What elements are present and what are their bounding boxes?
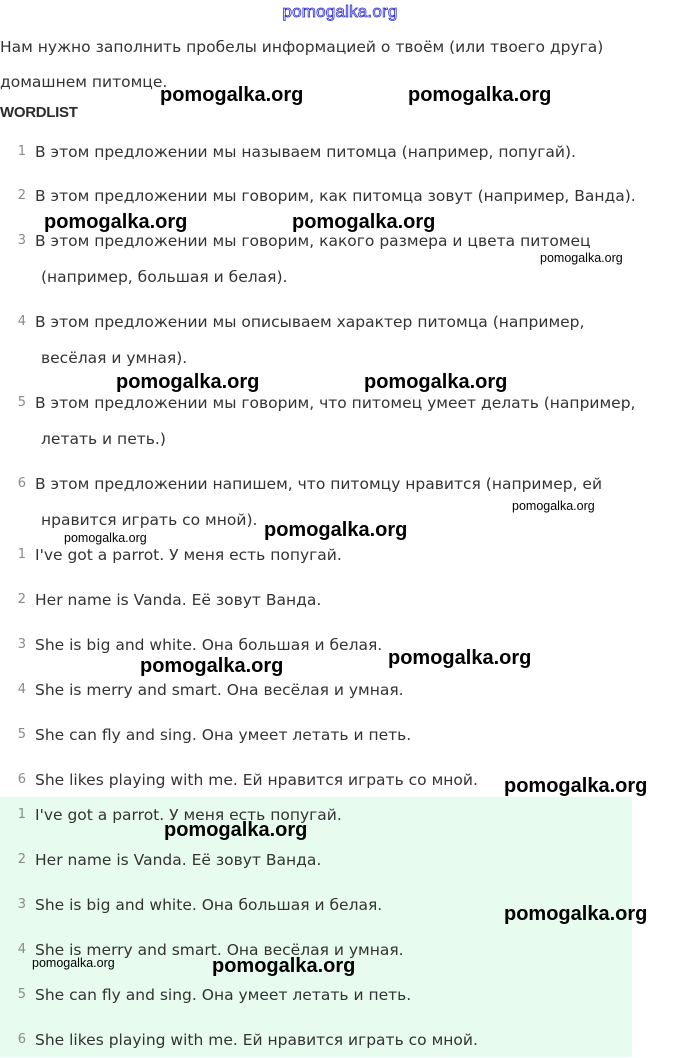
instruction-item [12, 304, 662, 376]
answer-text: She can fly and sing. Она умеет летать и петь. [35, 986, 412, 1004]
watermark: pomogalka.org [160, 84, 304, 106]
item-number: 2 [17, 592, 26, 607]
sentence-text: Her name is Vanda. Её зовут Ванда. [35, 591, 322, 609]
item-number: 2 [17, 852, 26, 867]
item-number: 4 [17, 314, 26, 329]
item-number: 1 [17, 547, 26, 562]
sentence-text: She is big and white. Она большая и белая. [35, 636, 383, 654]
answer-text: She is merry and smart. Она весёлая и умная. [35, 941, 404, 959]
item-number: 6 [17, 476, 26, 491]
watermark: pomogalka.org [512, 499, 595, 513]
item-number: 1 [17, 144, 26, 159]
instruction-text: В этом предложении напишем, что питомцу нравится (например, ей [35, 475, 603, 493]
item-number: 2 [17, 188, 26, 203]
watermark: pomogalka.org [364, 371, 508, 393]
watermark: pomogalka.org [408, 84, 552, 106]
answer-text: Her name is Vanda. Её зовут Ванда. [35, 851, 322, 869]
instruction-text-continued: (например, большая и белая). [41, 268, 288, 286]
item-number: 6 [17, 1032, 26, 1047]
watermark: pomogalka.org [164, 819, 308, 841]
instruction-text: В этом предложении мы говорим, какого размера и цвета питомец [35, 232, 591, 250]
wordlist-heading: WORDLIST [0, 104, 78, 121]
watermark: pomogalka.org [44, 211, 188, 233]
item-number: 5 [17, 987, 26, 1002]
site-title[interactable]: pomogalka.org [282, 2, 398, 21]
instruction-text-continued: весёлая и умная). [41, 349, 188, 367]
instruction-item [12, 178, 662, 214]
sentence-item [12, 627, 662, 663]
item-number: 5 [17, 727, 26, 742]
watermark: pomogalka.org [504, 775, 648, 797]
watermark: pomogalka.org [64, 531, 147, 545]
answer-text: She likes playing with me. Ей нравится играть со мной. [35, 1031, 478, 1049]
item-number: 6 [17, 772, 26, 787]
item-number: 1 [17, 807, 26, 822]
item-number: 3 [17, 637, 26, 652]
watermark: pomogalka.org [540, 251, 623, 265]
instruction-text: В этом предложении мы называем питомца (например, попугай). [35, 143, 576, 161]
instruction-text: В этом предложении мы говорим, как питомца зовут (например, Ванда). [35, 187, 636, 205]
sentence-text: She is merry and smart. Она весёлая и умная. [35, 681, 404, 699]
answer-item [12, 977, 662, 1013]
answer-item [12, 1022, 662, 1058]
watermark: pomogalka.org [140, 655, 284, 677]
item-number: 3 [17, 233, 26, 248]
sentence-item [12, 582, 662, 618]
watermark: pomogalka.org [264, 519, 408, 541]
watermark: pomogalka.org [116, 371, 260, 393]
answer-item [12, 797, 662, 833]
answer-text: I've got a parrot. У меня есть попугай. [35, 806, 342, 824]
instruction-text-continued: нравится играть со мной). [41, 511, 258, 529]
answer-item [12, 842, 662, 878]
watermark: pomogalka.org [32, 956, 115, 970]
instruction-text-continued: летать и петь.) [41, 430, 166, 448]
answer-box [0, 797, 632, 1057]
instruction-text: В этом предложении мы описываем характер питомца (например, [35, 313, 585, 331]
sentence-text: She can fly and sing. Она умеет летать и петь. [35, 726, 412, 744]
instruction-item [12, 385, 662, 457]
intro-text: Нам нужно заполнить пробелы информацией о твоём (или твоего друга) домашнем питомце. [0, 38, 604, 91]
watermark: pomogalka.org [388, 647, 532, 669]
watermark: pomogalka.org [212, 955, 356, 977]
answer-text: She is big and white. Она большая и белая. [35, 896, 383, 914]
item-number: 3 [17, 897, 26, 912]
watermark: pomogalka.org [292, 211, 436, 233]
sentence-item [12, 717, 662, 753]
sentence-item [12, 672, 662, 708]
item-number: 5 [17, 395, 26, 410]
instruction-item [12, 134, 662, 170]
sentence-text: She likes playing with me. Ей нравится играть со мной. [35, 771, 478, 789]
item-number: 4 [17, 682, 26, 697]
watermark: pomogalka.org [504, 903, 648, 925]
item-number: 4 [17, 942, 26, 957]
instruction-text: В этом предложении мы говорим, что питомец умеет делать (например, [35, 394, 636, 412]
sentence-text: I've got a parrot. У меня есть попугай. [35, 546, 342, 564]
